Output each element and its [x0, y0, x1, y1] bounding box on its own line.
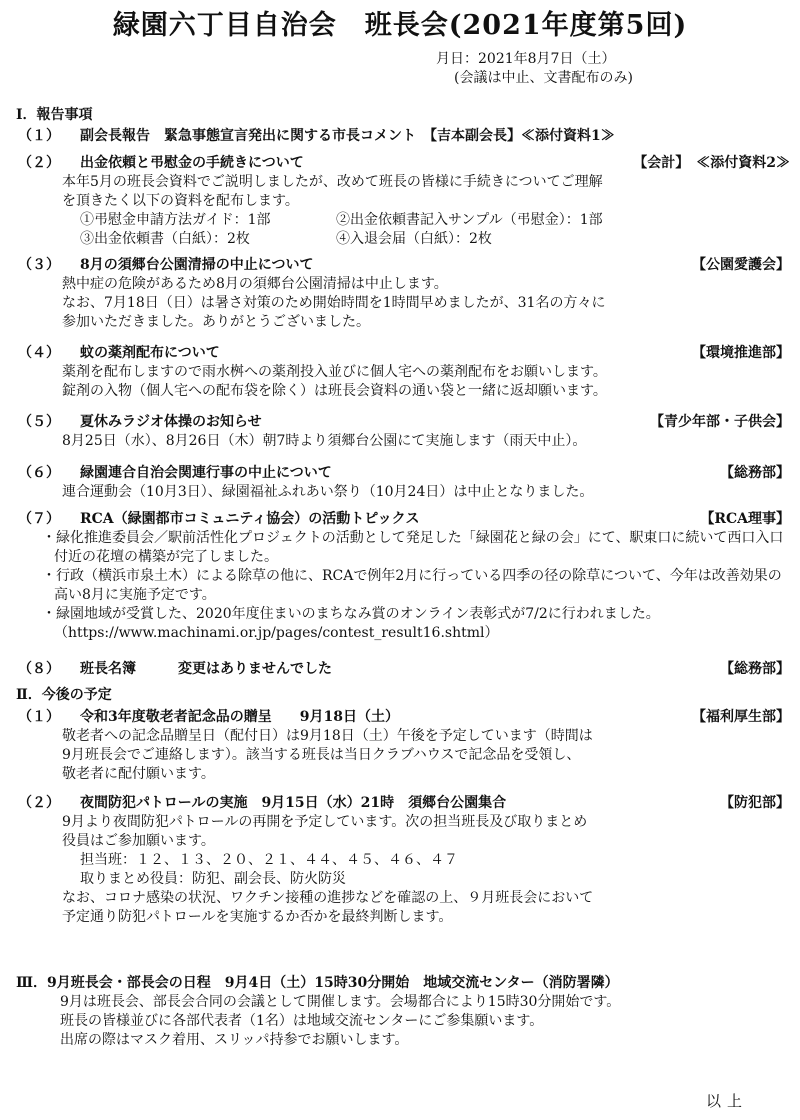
item-body-line: 役員はご参加願います。 — [62, 833, 215, 849]
item-body-line: を頂きたく以下の資料を配布します。 — [62, 193, 299, 209]
item-title: 令和3年度敬老者記念品の贈呈 9月18日（土） — [80, 709, 399, 725]
item-number: （８） — [18, 661, 60, 677]
item-number: （１） — [18, 128, 60, 144]
meeting-meta — [436, 50, 633, 88]
closing-mark: 以上 — [706, 1092, 749, 1110]
item-body-line: 本年5月の班長会資料でご説明しましたが、改めて班長の皆様に手続きについてご理解 — [62, 174, 603, 190]
item-dept: 【環境推進部】 — [692, 345, 790, 361]
item-number: （２） — [18, 155, 60, 171]
item-title: 8月の須郷台公園清掃の中止について — [80, 257, 314, 273]
item-number: （４） — [18, 345, 60, 361]
plan-item-1 — [18, 708, 790, 784]
item-body-line: 薬剤を配布しますので雨水桝への薬剤投入並びに個人宅への薬剤配布をお願いします。 — [62, 364, 607, 380]
item-number: （１） — [18, 709, 60, 725]
attachment-row — [18, 230, 790, 249]
item-dept: 【RCA理事】 — [700, 511, 790, 527]
item-dept: 【福利厚生部】 — [692, 709, 790, 725]
item-body-line: 敬老者への記念品贈呈日（配付日）は9月18日（土）午後を予定しています（時間は — [62, 728, 593, 744]
item-number: （７） — [18, 511, 60, 527]
report-item-7 — [18, 510, 790, 643]
report-item-2 — [18, 154, 790, 249]
report-item-8 — [18, 660, 790, 679]
item-body-line: 敬老者に配付願います。 — [62, 766, 215, 782]
item-dept: 【防犯部】 — [720, 795, 790, 811]
item-title: 夜間防犯パトロールの実施 9月15日（水）21時 須郷台公園集合 — [80, 795, 507, 811]
item-title: 蚊の薬剤配布について — [80, 345, 220, 361]
schedule-line: 出席の際はマスク着用、スリッパ持参でお願いします。 — [60, 1032, 409, 1048]
item-title: 緑園連合自治会関連行事の中止について — [80, 465, 332, 481]
item-title: RCA（緑園都市コミュニティ協会）の活動トピックス — [80, 511, 420, 527]
report-item-4 — [18, 344, 790, 401]
section-2-heading: Ⅱ．今後の予定 — [16, 687, 112, 703]
item-body-line: なお、コロナ感染の状況、ワクチン接種の進捗などを確認の上、９月班長会において — [62, 890, 594, 906]
item-body-line: なお、7月18日（日）は暑さ対策のため開始時間を1時間早めましたが、31名の方々に — [62, 295, 606, 311]
document-title: 緑園六丁目自治会 班長会(2021年度第5回) — [112, 10, 688, 41]
attachment: ③出金依頼書（白紙）：2枚 — [80, 231, 250, 247]
plan-item-2 — [18, 794, 790, 927]
item-dept: 【総務部】 — [720, 661, 790, 677]
rca-topic: ・緑化推進委員会／駅前活性化プロジェクトの活動として発足した「緑園花と緑の会」にて、駅東口に続いて西口入口付近の花壇の構築が完了しました。 — [42, 530, 784, 565]
patrol-officers: 取りまとめ役員：防犯、副会長、防火防災 — [80, 871, 346, 887]
report-item-1 — [18, 127, 790, 146]
item-body-line: 錠剤の入物（個人宅への配布袋を除く）は班長会資料の通い袋と一緒に返却願います。 — [62, 383, 607, 399]
item-dept: 【公園愛護会】 — [692, 257, 790, 273]
attachment: ②出金依頼書記入サンプル（弔慰金）：1部 — [336, 212, 603, 228]
item-title: 出金依頼と弔慰金の手続きについて — [80, 155, 304, 171]
meeting-note: (会議は中止、文書配布のみ) — [454, 70, 633, 86]
item-title: 副会長報告 緊急事態宣言発出に関する市長コメント 【吉本副会長】≪添付資料1≫ — [80, 128, 615, 144]
attachment-row — [18, 211, 790, 230]
report-item-5 — [18, 413, 790, 451]
item-number: （５） — [18, 414, 60, 430]
section-3-heading: Ⅲ．9月班長会・部長会の日程 9月4日（土）15時30分開始 地域交流センター（消防署隣） — [16, 975, 619, 991]
item-body-line: 連合運動会（10月3日）、緑園福祉ふれあい祭り（10月24日）は中止となりました。 — [62, 484, 594, 500]
item-body-line: 9月班長会でご連絡します）。該当する班長は当日クラブハウスで記念品を受領し、 — [62, 747, 581, 763]
rca-topic: ・行政（横浜市泉土木）による除草の他に、RCAで例年2月に行っている四季の径の除草について、今年は改善効果の高い8月に実施予定です。 — [42, 568, 782, 603]
report-item-3 — [18, 256, 790, 332]
item-dept: 【青少年部・子供会】 — [650, 414, 790, 430]
schedule-line: 班長の皆様並びに各部代表者（1名）は地域交流センターにご参集願います。 — [60, 1013, 544, 1029]
schedule-line: 9月は班長会、部長会合同の会議として開催します。会場都合により15時30分開始です。 — [60, 994, 621, 1010]
item-title: 夏休みラジオ体操のお知らせ — [80, 414, 262, 430]
section-1-heading: Ⅰ．報告事項 — [16, 107, 93, 123]
report-item-6 — [18, 464, 790, 502]
meeting-schedule — [16, 974, 788, 1050]
item-body-line: 9月より夜間防犯パトロールの再開を予定しています。次の担当班長及び取りまとめ — [62, 814, 588, 830]
meeting-date: 月日：2021年8月7日（土） — [436, 51, 616, 67]
item-number: （３） — [18, 257, 60, 273]
rca-topic: ・緑園地域が受賞した、2020年度住まいのまちなみ賞のオンライン表彰式が7/2に行われました。（https://www.machinami.or.jp/pages/contest_result16.shtml） — [42, 606, 660, 641]
item-body-line: 熱中症の危険があるため8月の須郷台公園清掃は中止します。 — [62, 276, 448, 292]
item-number: （２） — [18, 795, 60, 811]
attachment: ④入退会届（白紙）：2枚 — [336, 231, 492, 247]
item-body-line: 8月25日（水）、8月26日（木）朝7時より須郷台公園にて実施します（雨天中止）。 — [62, 433, 587, 449]
item-title: 班長名簿 変更はありませんでした — [80, 661, 332, 677]
item-body-line: 参加いただきました。ありがとうございました。 — [62, 314, 370, 330]
item-body-line: 予定通り防犯パトロールを実施するか否かを最終判断します。 — [62, 909, 453, 925]
patrol-groups: 担当班：１２、１３、２０、２１、４４、４５、４６、４７ — [80, 852, 458, 868]
item-dept: 【総務部】 — [720, 465, 790, 481]
item-number: （６） — [18, 465, 60, 481]
attachment: ①弔慰金申請方法ガイド：1部 — [80, 212, 271, 228]
item-dept: 【会計】 ≪添付資料2≫ — [633, 155, 790, 171]
